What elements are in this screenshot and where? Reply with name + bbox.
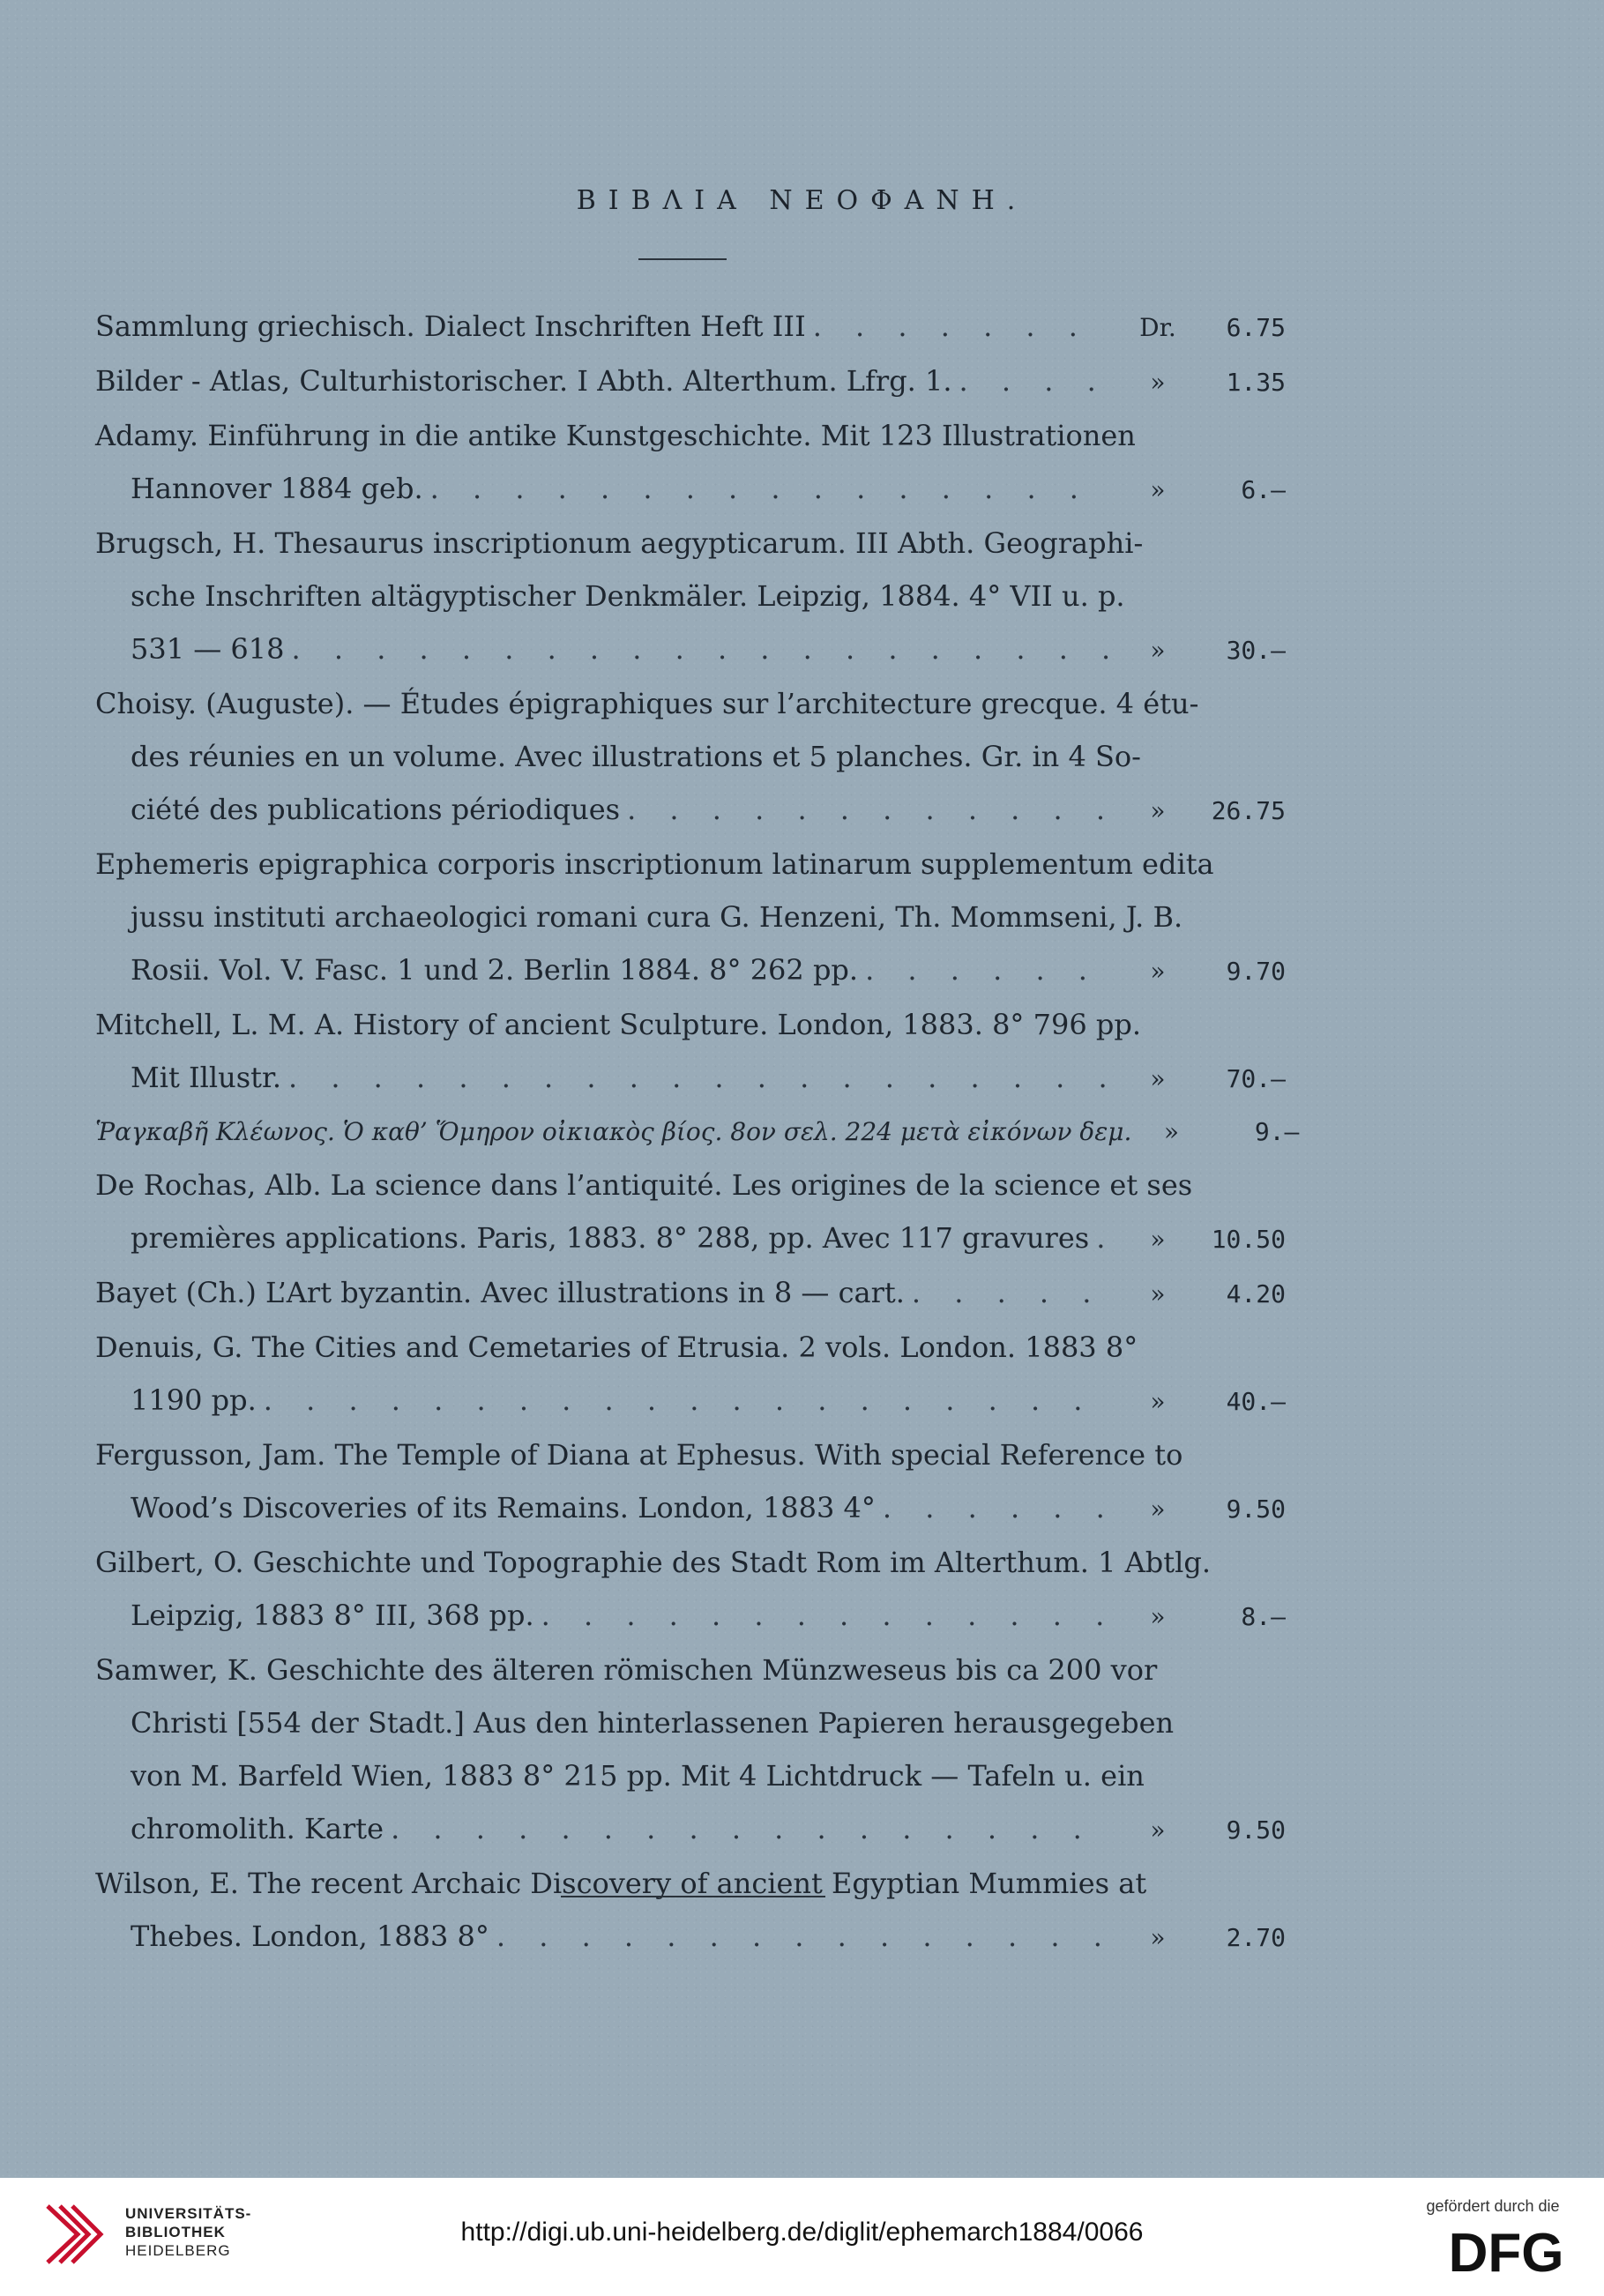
dot-leader: [496, 1910, 1111, 1963]
price-currency: »: [1150, 368, 1166, 397]
book-entry: [95, 1644, 1286, 1857]
book-entry-text: Samwer, K. Geschichte des älteren römischen Münzweseus bis ca 200 vor: [95, 1653, 1158, 1687]
book-list: [95, 300, 1300, 1964]
price-value: 40.—: [1226, 1387, 1286, 1416]
book-entry-text: Choisy. (Auguste). — Études épigraphiques sur l’architecture grecque. 4 étu-: [95, 687, 1199, 720]
dot-leader: [288, 1051, 1111, 1104]
dot-leader: [541, 1589, 1111, 1642]
book-entry-line: [95, 1321, 1286, 1374]
price-currency: »: [1163, 1117, 1179, 1146]
book-entry: [95, 1536, 1286, 1644]
price-currency: »: [1150, 1064, 1166, 1093]
book-entry-line: [95, 1106, 1300, 1159]
price-currency: »: [1150, 636, 1166, 665]
price-value: 6.75: [1226, 313, 1286, 342]
dfg-logo-icon: [1432, 2227, 1580, 2277]
book-entry: [95, 1321, 1286, 1428]
price-value: 9.70: [1226, 957, 1286, 986]
book-entry-text: Adamy. Einführung in die antike Kunstgeschichte. Mit 123 Illustrationen: [95, 419, 1136, 452]
dot-leader: [883, 1481, 1111, 1534]
book-entry: [95, 1106, 1300, 1159]
book-entry-line: [95, 998, 1286, 1051]
book-entry-line: [95, 517, 1286, 570]
price-value: 9.50: [1226, 1495, 1286, 1524]
dot-leader: [959, 354, 1111, 407]
sponsor-label: gefördert durch die: [1426, 2197, 1560, 2215]
price-currency: »: [1150, 1602, 1166, 1631]
book-entry-text: des réunies en un volume. Avec illustrations et 5 planches. Gr. in 4 So-: [131, 740, 1141, 773]
price-value: 4.20: [1226, 1279, 1286, 1308]
price-value: 6.—: [1241, 475, 1286, 504]
price-currency: »: [1150, 1495, 1166, 1524]
page-title: ΒΙΒΛΙΑ ΝΕΟΦΑΝΗ.: [576, 185, 1028, 216]
book-entry: [95, 517, 1286, 677]
book-entry-line: [95, 1159, 1286, 1211]
book-entry-line: [95, 1857, 1286, 1910]
dot-leader: [391, 1802, 1111, 1855]
book-entry-text: jussu instituti archaeologici romani cura G. Henzeni, Th. Mommseni, J. B.: [131, 900, 1183, 934]
price-currency: »: [1150, 1815, 1166, 1845]
end-divider: [561, 1896, 825, 1897]
book-entry: [95, 1857, 1286, 1964]
book-entry-line: [95, 1536, 1286, 1589]
dot-leader: [813, 300, 1111, 353]
price-value: 70.—: [1226, 1064, 1286, 1093]
book-entry-line: [95, 730, 1286, 783]
book-entry-text: 1190 pp.: [131, 1383, 257, 1417]
library-name-line-1: UNIVERSITÄTS-: [125, 2205, 252, 2222]
book-entry-line: [95, 1910, 1286, 1964]
book-entry-line: [95, 838, 1286, 891]
book-entry: [95, 354, 1286, 409]
price-value: 10.50: [1211, 1225, 1286, 1254]
book-entry-line: [95, 1266, 1286, 1321]
book-entry-line: [95, 1589, 1286, 1644]
price-currency: »: [1150, 1387, 1166, 1416]
book-entry-line: [95, 943, 1286, 998]
dot-leader: [430, 462, 1111, 515]
book-entry-text: Bayet (Ch.) L’Art byzantin. Avec illustrations in 8 — cart.: [95, 1276, 905, 1309]
book-entry-text: Sammlung griechisch. Dialect Inschriften Heft III: [95, 309, 806, 343]
book-entry-line: [95, 1428, 1286, 1481]
book-entry-line: [95, 783, 1286, 838]
dot-leader: [627, 783, 1111, 836]
book-entry-line: [95, 1211, 1286, 1266]
book-entry-text: Rosii. Vol. V. Fasc. 1 und 2. Berlin 1884. 8° 262 pp.: [131, 953, 859, 987]
book-entry-line: [95, 1696, 1286, 1749]
price-value: 2.70: [1226, 1923, 1286, 1952]
book-entry-text: von M. Barfeld Wien, 1883 8° 215 pp. Mit 4 Lichtdruck — Tafeln u. ein: [131, 1759, 1145, 1793]
book-entry-text: Thebes. London, 1883 8°: [131, 1920, 489, 1953]
price-currency: »: [1150, 957, 1166, 986]
book-entry-line: [95, 1644, 1286, 1696]
book-entry-line: [95, 300, 1286, 354]
price-currency: »: [1150, 475, 1166, 504]
book-entry-line: [95, 622, 1286, 677]
book-entry: [95, 409, 1286, 517]
source-url-link[interactable]: http://digi.ub.uni-heidelberg.de/diglit/ephemarch1884/0066: [460, 2218, 1144, 2247]
book-entry-text: Wood’s Discoveries of its Remains. London, 1883 4°: [131, 1491, 876, 1524]
book-entry-text: Christi [554 der Stadt.] Aus den hinterlassenen Papieren herausgegeben: [131, 1706, 1175, 1740]
dot-leader: [1096, 1211, 1111, 1264]
book-entry-line: [95, 1481, 1286, 1536]
book-entry-line: [95, 677, 1286, 730]
book-entry-line: [95, 1749, 1286, 1802]
title-divider: [638, 258, 727, 260]
book-entry-line: [95, 891, 1286, 943]
book-entry-text: Leipzig, 1883 8° III, 368 pp.: [131, 1599, 534, 1632]
footer-bar: [0, 2178, 1604, 2296]
book-entry-line: [95, 570, 1286, 622]
dot-leader: [865, 943, 1111, 996]
book-entry-text: chromolith. Karte: [131, 1812, 384, 1845]
book-entry: [95, 838, 1286, 998]
book-entry-text: sche Inschriften altägyptischer Denkmäler. Leipzig, 1884. 4° VII u. p.: [131, 579, 1125, 613]
dot-leader: [292, 622, 1112, 675]
book-entry: [95, 998, 1286, 1106]
dot-leader: [912, 1266, 1111, 1319]
price-currency: »: [1150, 796, 1166, 825]
book-entry-text: 531 — 618: [131, 632, 285, 666]
book-entry-text: Fergusson, Jam. The Temple of Diana at Ephesus. With special Reference to: [95, 1438, 1183, 1472]
price-value: 9.—: [1254, 1117, 1300, 1146]
book-entry-line: [95, 1051, 1286, 1106]
book-entry-text: Mitchell, L. M. A. History of ancient Sculpture. London, 1883. 8° 796 pp.: [95, 1008, 1141, 1041]
book-entry-line: [95, 1802, 1286, 1857]
book-entry-text: Gilbert, O. Geschichte und Topographie des Stadt Rom im Alterthum. 1 Abtlg.: [95, 1546, 1211, 1579]
price-value: 26.75: [1211, 796, 1286, 825]
library-name-line-3: HEIDELBERG: [125, 2242, 231, 2259]
book-entry-line: [95, 354, 1286, 409]
book-entry: [95, 300, 1286, 354]
book-entry: [95, 1159, 1286, 1266]
book-entry: [95, 677, 1286, 838]
book-entry-text: Denuis, G. The Cities and Cemetaries of Etrusia. 2 vols. London. 1883 8°: [95, 1331, 1138, 1364]
book-entry-text: De Rochas, Alb. La science dans l’antiquité. Les origines de la science et ses: [95, 1168, 1193, 1202]
book-entry-text: Mit Illustr.: [131, 1061, 281, 1094]
library-name-line-2: BIBLIOTHEK: [125, 2224, 226, 2240]
dot-leader: [264, 1374, 1111, 1427]
book-entry-text: Brugsch, H. Thesaurus inscriptionum aegypticarum. III Abth. Geographi-: [95, 526, 1144, 560]
price-currency: »: [1150, 1225, 1166, 1254]
price-currency: »: [1150, 1923, 1166, 1952]
book-entry-text: ciété des publications périodiques: [131, 793, 621, 826]
book-entry-text: Wilson, E. The recent Archaic Discovery of ancient Egyptian Mummies at: [95, 1867, 1147, 1900]
price-value: 8.—: [1241, 1602, 1286, 1631]
book-entry: [95, 1266, 1286, 1321]
book-entry-text: Bilder - Atlas, Culturhistorischer. I Abth. Alterthum. Lfrg. 1.: [95, 364, 952, 398]
book-entry-text: Hannover 1884 geb.: [131, 472, 423, 505]
book-entry-line: [95, 409, 1286, 462]
book-entry-text: Ῥαγκαβῆ Κλέωνος. Ὁ καθ’ Ὅμηρον οἰκιακὸς βίος. 8ον σελ. 224 μετὰ εἰκόνων δεμ.: [95, 1117, 1132, 1146]
book-entry-text: premières applications. Paris, 1883. 8° 288, pp. Avec 117 gravures: [131, 1221, 1090, 1255]
price-value: 1.35: [1226, 368, 1286, 397]
price-currency: »: [1150, 1279, 1166, 1308]
book-entry-line: [95, 462, 1286, 517]
book-entry: [95, 1428, 1286, 1536]
price-value: 30.—: [1226, 636, 1286, 665]
book-entry-line: [95, 1374, 1286, 1428]
price-value: 9.50: [1226, 1815, 1286, 1845]
book-entry-text: Ephemeris epigraphica corporis inscriptionum latinarum supplementum edita: [95, 847, 1214, 881]
price-currency: Dr.: [1139, 313, 1176, 342]
dfg-logo-text: DFG: [1448, 2227, 1564, 2277]
